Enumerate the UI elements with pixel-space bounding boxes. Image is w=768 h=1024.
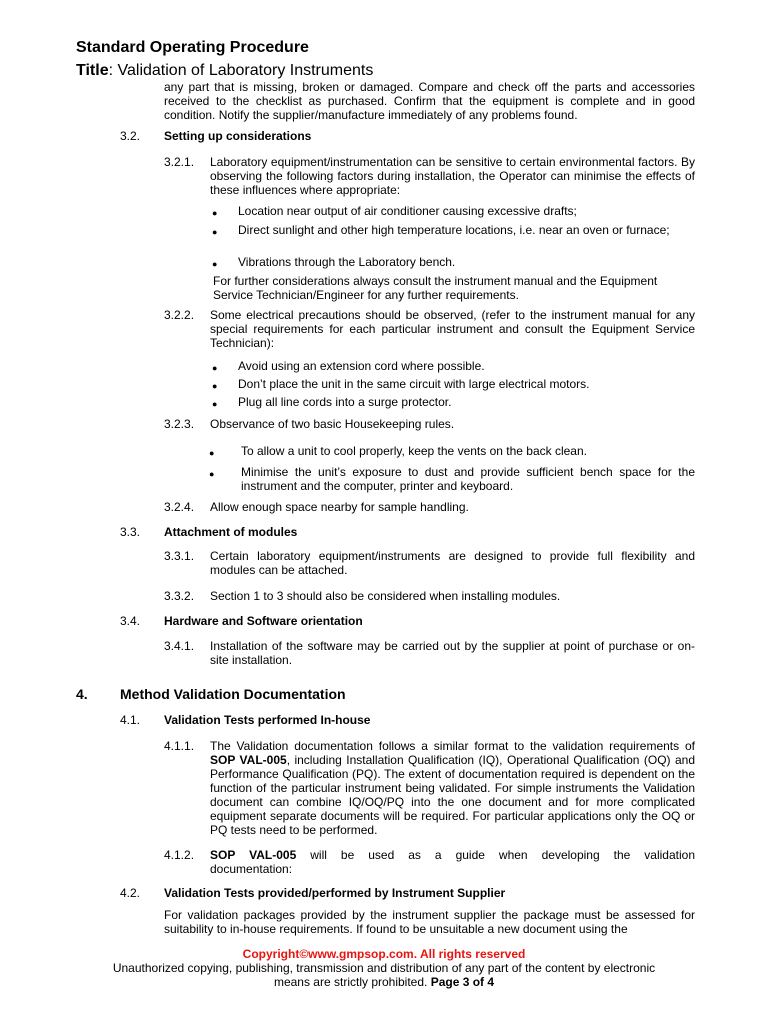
subsection-text: Observance of two basic Housekeeping rules. bbox=[210, 417, 455, 431]
usage-notice-tail: means are strictly prohibited. bbox=[273, 975, 431, 989]
section-number: 3.4. bbox=[120, 614, 141, 628]
list-item: Avoid using an extension cord where possible. bbox=[238, 359, 485, 373]
bullet-icon: ● bbox=[212, 227, 218, 237]
list-item: Direct sunlight and other high temperature locations, i.e. near an oven or furnace; bbox=[238, 223, 670, 237]
section-number: 3.3. bbox=[120, 525, 141, 539]
section-text: For validation packages provided by the instrument supplier the package must be assessed for suitability to in-house requirements. If found to be unsuitable a new document using the bbox=[164, 908, 695, 936]
section-number: 4.2. bbox=[120, 886, 141, 900]
subsection-number: 3.2.4. bbox=[164, 500, 195, 514]
text-part: will be used as a guide when developing the validation documentation: bbox=[210, 848, 695, 876]
subsection-text: Laboratory equipment/instrumentation can be sensitive to certain environmental factors. By observing the following factors during installation, the Operator can minimise the effects of these influences where appropriate: bbox=[210, 155, 695, 197]
subsection-text bbox=[210, 739, 695, 837]
subsection-number: 4.1.1. bbox=[164, 739, 195, 753]
sop-reference: SOP VAL-005 bbox=[210, 753, 287, 767]
subsection-number: 4.1.2. bbox=[164, 848, 195, 862]
subsection-text: Section 1 to 3 should also be considered when installing modules. bbox=[210, 589, 561, 603]
sop-reference: SOP VAL-005 bbox=[210, 848, 297, 862]
title-label: Title bbox=[76, 62, 109, 79]
list-item: Don’t place the unit in the same circuit with large electrical motors. bbox=[238, 377, 590, 391]
bullet-icon: ● bbox=[209, 448, 215, 458]
subsection-text: Allow enough space nearby for sample handling. bbox=[210, 500, 469, 514]
page-number: Page 3 of 4 bbox=[430, 975, 495, 989]
list-item: Location near output of air conditioner causing excessive drafts; bbox=[238, 204, 577, 218]
list-item: Plug all line cords into a surge protector. bbox=[238, 395, 452, 409]
chapter-heading: Method Validation Documentation bbox=[120, 686, 346, 702]
bullet-icon: ● bbox=[212, 208, 218, 218]
document-title bbox=[76, 61, 373, 81]
subsection-number: 3.3.2. bbox=[164, 589, 195, 603]
section-number: 4.1. bbox=[120, 713, 141, 727]
section-heading: Validation Tests performed In-house bbox=[164, 713, 371, 727]
subsection-text: Some electrical precautions should be observed, (refer to the instrument manual for any special requirements for each particular instrument and consult the Equipment Service Technician): bbox=[210, 308, 695, 350]
subsection-text: Installation of the software may be carried out by the supplier at point of purchase or on-site installation. bbox=[210, 639, 695, 667]
copyright-notice: Copyright©www.gmpsop.com. All rights reserved bbox=[242, 947, 526, 961]
section-number: 3.2. bbox=[120, 129, 141, 143]
section-heading: Validation Tests provided/performed by Instrument Supplier bbox=[164, 886, 506, 900]
usage-notice-end bbox=[0, 975, 768, 989]
subsection-number: 3.2.1. bbox=[164, 155, 195, 169]
list-item: Minimise the unit’s exposure to dust and provide sufficient bench space for the instrument and the computer, printer and keyboard. bbox=[241, 465, 695, 493]
subsection-text bbox=[210, 848, 695, 876]
text-part: , including Installation Qualification (IQ), Operational Qualification (OQ) and Performance Qualification (PQ). The extent of documentation required is dependent on the function of the particular instrument being validated. For simple instruments the Validation document can combine IQ/OQ/PQ into the one document and for more complicated equipment separate documents will be required. For particular applications only the OQ or PQ tests need to be performed. bbox=[210, 753, 695, 837]
subsection-number: 3.3.1. bbox=[164, 549, 195, 563]
bullet-icon: ● bbox=[212, 399, 218, 409]
subsection-number: 3.2.2. bbox=[164, 308, 195, 322]
sop-header: Standard Operating Procedure bbox=[76, 39, 309, 56]
bullet-icon: ● bbox=[212, 363, 218, 373]
list-item: To allow a unit to cool properly, keep the vents on the back clean. bbox=[241, 444, 587, 458]
section-heading: Hardware and Software orientation bbox=[164, 614, 363, 628]
bullet-icon: ● bbox=[212, 259, 218, 269]
subsection-text: Certain laboratory equipment/instruments are designed to provide full flexibility and modules can be attached. bbox=[210, 549, 695, 577]
usage-notice: Unauthorized copying, publishing, transmission and distribution of any part of the content by electronic bbox=[112, 961, 656, 975]
section-heading: Setting up considerations bbox=[164, 129, 312, 143]
chapter-number: 4. bbox=[76, 686, 88, 702]
text-part: The Validation documentation follows a similar format to the validation requirements of bbox=[210, 739, 695, 753]
bullet-icon: ● bbox=[212, 381, 218, 391]
bullet-icon: ● bbox=[209, 469, 215, 479]
note-paragraph: For further considerations always consult the instrument manual and the Equipment Service Technician/Engineer for any further requirements. bbox=[213, 274, 658, 302]
subsection-number: 3.2.3. bbox=[164, 417, 195, 431]
title-text: : Validation of Laboratory Instruments bbox=[108, 62, 374, 79]
list-item: Vibrations through the Laboratory bench. bbox=[238, 255, 456, 269]
subsection-number: 3.4.1. bbox=[164, 639, 195, 653]
intro-paragraph: any part that is missing, broken or damaged. Compare and check off the parts and accessories received to the checklist as purchased. Confirm that the equipment is complete and in good condition. Notify the supplier/manufacture immediately of any problems found. bbox=[164, 80, 695, 122]
section-heading: Attachment of modules bbox=[164, 525, 298, 539]
